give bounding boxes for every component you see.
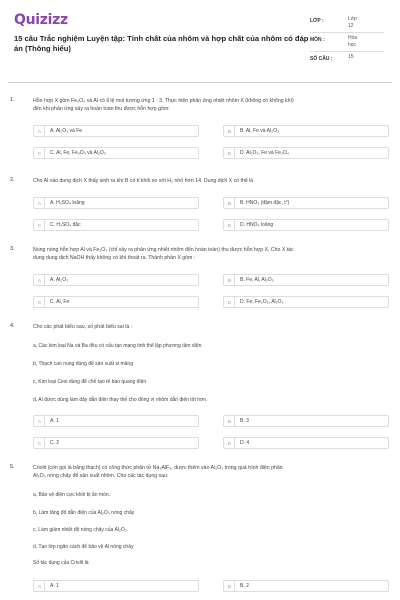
option-letter: C: [35, 148, 45, 158]
meta-box: [310, 14, 384, 64]
option-letter: A: [35, 126, 45, 136]
quizizz-logo: Quizizz: [14, 12, 68, 28]
meta-count: SỐ CÂU : 15: [310, 54, 354, 62]
option-a[interactable]: A A. 1: [33, 415, 199, 427]
option-b[interactable]: B B. Fe, Al, Al₂O₃: [223, 274, 389, 286]
option-letter: B: [225, 581, 235, 591]
option-d[interactable]: D D. 4: [223, 437, 389, 449]
option-letter: C: [35, 297, 45, 307]
option-a[interactable]: A A. 1: [33, 580, 199, 592]
option-b[interactable]: B B. 3: [223, 415, 389, 427]
option-letter: B: [225, 275, 235, 285]
statement-a: a, Bảo vệ điện cực khỏi bị ăn mòn.: [33, 492, 111, 498]
worksheet-header: [8, 8, 392, 80]
option-letter: B: [225, 416, 235, 426]
option-letter: A: [35, 416, 45, 426]
meta-class: LỚP : Lớp 12: [310, 14, 384, 33]
option-b[interactable]: B B. Al, Fe và Al₂O₃: [223, 125, 389, 137]
option-b[interactable]: B B. HNO₃ (đậm đặc, t°): [223, 197, 389, 209]
statement-c: c, Kim loại Cesi dùng để chế tạo tế bào quang điện: [33, 379, 147, 385]
option-letter: C: [35, 220, 45, 230]
option-c[interactable]: C C. Al, Fe, Fe₃O₄ và Al₂O₃: [33, 147, 199, 159]
option-letter: B: [225, 126, 235, 136]
statement-b: b, Làm tăng độ dẫn điện của Al₂O₃ nóng chảy: [33, 510, 135, 516]
option-c[interactable]: C C. Al, Fe: [33, 296, 199, 308]
meta-subject: MÔN : Hóa học: [310, 33, 384, 52]
option-letter: D: [225, 148, 235, 158]
statement-d: d, Tạo lớp ngăn cách để bảo vệ Al nóng chảy: [33, 544, 134, 550]
option-letter: C: [35, 438, 45, 448]
statement-b: b, Thạch cao nung dùng để sản xuất xi măng: [33, 361, 133, 367]
option-letter: B: [225, 198, 235, 208]
header-divider: [8, 82, 392, 83]
option-c[interactable]: C C. 2: [33, 437, 199, 449]
option-c[interactable]: C C. H₂SO₄ đặc: [33, 219, 199, 231]
option-letter: A: [35, 198, 45, 208]
option-letter: D: [225, 438, 235, 448]
option-d[interactable]: D D. Fe, Fe₂O₃, Al₂O₃: [223, 296, 389, 308]
option-letter: A: [35, 581, 45, 591]
statement-d: d, Al được dùng làm dây dẫn điện thay thế cho đồng vì nhôm dẫn điện tốt hơn.: [33, 397, 208, 403]
statement-c: c, Làm giảm nhiệt độ nóng chảy của Al₂O₃: [33, 527, 127, 533]
question-prompt: Số tác dụng của Criolit là: [33, 560, 89, 566]
option-letter: D: [225, 297, 235, 307]
option-b[interactable]: B B. 2: [223, 580, 389, 592]
option-letter: D: [225, 220, 235, 230]
option-d[interactable]: D D. Al₂O₃, Fe và Fe₃O₄: [223, 147, 389, 159]
statement-a: a, Các kim loại Na và Ba đều có cấu tạo mạng tinh thể lập phương tâm diện.: [33, 343, 203, 349]
option-d[interactable]: D D. HNO₃ loãng: [223, 219, 389, 231]
option-a[interactable]: A A. Al₂O₃: [33, 274, 199, 286]
option-a[interactable]: A A. H₂SO₄ loãng: [33, 197, 199, 209]
page-title: 15 câu Trắc nghiệm Luyện tập: Tính chất của nhôm và hợp chất của nhôm có đáp án (Thông hiểu): [14, 34, 309, 53]
option-a[interactable]: A A. Al₂O₃ và Fe: [33, 125, 199, 137]
option-letter: A: [35, 275, 45, 285]
